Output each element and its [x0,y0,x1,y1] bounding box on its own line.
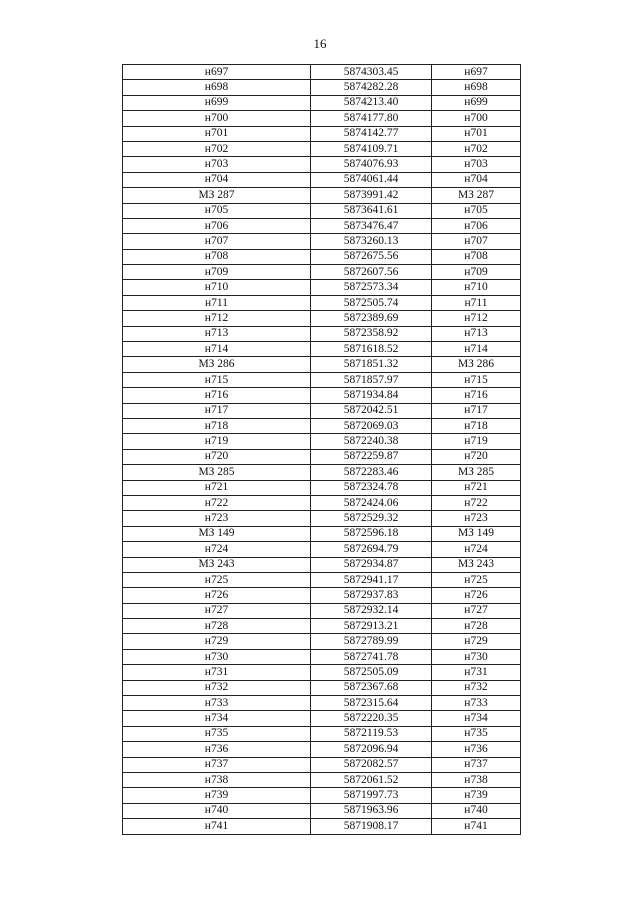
point-id-repeat-cell: н710 [432,280,521,295]
point-id-cell: н712 [123,311,311,326]
point-id-cell: н705 [123,203,311,218]
point-id-repeat-cell: н740 [432,803,521,818]
point-id-repeat-cell: н731 [432,665,521,680]
x-coordinate-cell: 5872675.56 [311,249,432,264]
x-coordinate-cell: 5874076.93 [311,157,432,172]
point-id-cell: н718 [123,418,311,433]
point-id-repeat-cell: н713 [432,326,521,341]
point-id-repeat-cell: н726 [432,588,521,603]
x-coordinate-cell: 5871851.32 [311,357,432,372]
point-id-cell: н723 [123,511,311,526]
point-id-cell: МЗ 149 [123,526,311,541]
point-id-repeat-cell: н714 [432,342,521,357]
x-coordinate-cell: 5874109.71 [311,141,432,156]
point-id-repeat-cell: н700 [432,111,521,126]
x-coordinate-cell: 5872607.56 [311,265,432,280]
point-id-cell: н727 [123,603,311,618]
point-id-repeat-cell: н720 [432,449,521,464]
table-row [123,680,521,695]
point-id-repeat-cell: н704 [432,172,521,187]
point-id-repeat-cell: МЗ 285 [432,465,521,480]
table-row [123,218,521,233]
table-row [123,342,521,357]
point-id-repeat-cell: МЗ 243 [432,557,521,572]
point-id-cell: н713 [123,326,311,341]
table-row [123,634,521,649]
point-id-cell: н709 [123,265,311,280]
x-coordinate-cell: 5871908.17 [311,819,432,834]
x-coordinate-cell: 5874282.28 [311,80,432,95]
x-coordinate-cell: 5871857.97 [311,372,432,387]
x-coordinate-cell: 5872220.35 [311,711,432,726]
point-id-repeat-cell: н699 [432,95,521,110]
x-coordinate-cell: 5872069.03 [311,418,432,433]
table-row [123,434,521,449]
point-id-repeat-cell: н702 [432,141,521,156]
table-row [123,603,521,618]
x-coordinate-cell: 5872741.78 [311,649,432,664]
x-coordinate-cell: 5874213.40 [311,95,432,110]
x-coordinate-cell: 5872934.87 [311,557,432,572]
point-id-cell: н720 [123,449,311,464]
table-row [123,203,521,218]
x-coordinate-cell: 5872240.38 [311,434,432,449]
x-coordinate-cell: 5874061.44 [311,172,432,187]
point-id-repeat-cell: н709 [432,265,521,280]
table-row [123,295,521,310]
point-id-cell: н731 [123,665,311,680]
point-id-repeat-cell: н707 [432,234,521,249]
point-id-repeat-cell: н732 [432,680,521,695]
table-row [123,126,521,141]
point-id-repeat-cell: н715 [432,372,521,387]
x-coordinate-cell: 5872694.79 [311,542,432,557]
point-id-cell: н726 [123,588,311,603]
table-row [123,403,521,418]
x-coordinate-cell: 5873260.13 [311,234,432,249]
table-row [123,542,521,557]
table-row [123,572,521,587]
point-id-repeat-cell: МЗ 149 [432,526,521,541]
point-id-repeat-cell: н716 [432,388,521,403]
point-id-cell: н719 [123,434,311,449]
point-id-repeat-cell: н735 [432,726,521,741]
point-id-repeat-cell: н717 [432,403,521,418]
x-coordinate-cell: 5872596.18 [311,526,432,541]
x-coordinate-cell: 5872937.83 [311,588,432,603]
x-coordinate-cell: 5872789.99 [311,634,432,649]
point-id-repeat-cell: н741 [432,819,521,834]
point-id-cell: МЗ 243 [123,557,311,572]
table-row [123,588,521,603]
point-id-cell: н721 [123,480,311,495]
x-coordinate-cell: 5874142.77 [311,126,432,141]
table-row [123,742,521,757]
table-row [123,357,521,372]
x-coordinate-cell: 5871963.96 [311,803,432,818]
point-id-cell: н716 [123,388,311,403]
point-id-repeat-cell: МЗ 287 [432,188,521,203]
point-id-repeat-cell: н712 [432,311,521,326]
page-number: 16 [313,36,327,51]
x-coordinate-cell: 5871997.73 [311,788,432,803]
table-row [123,141,521,156]
point-id-cell: н724 [123,542,311,557]
point-id-cell: МЗ 286 [123,357,311,372]
point-id-repeat-cell: н734 [432,711,521,726]
x-coordinate-cell: 5873476.47 [311,218,432,233]
point-id-cell: МЗ 285 [123,465,311,480]
table-row [123,95,521,110]
table-row [123,234,521,249]
point-id-repeat-cell: н722 [432,495,521,510]
x-coordinate-cell: 5872505.74 [311,295,432,310]
point-id-repeat-cell: н725 [432,572,521,587]
point-id-repeat-cell: н727 [432,603,521,618]
table-row [123,265,521,280]
x-coordinate-cell: 5873641.61 [311,203,432,218]
x-coordinate-cell: 5872259.87 [311,449,432,464]
point-id-repeat-cell: н737 [432,757,521,772]
point-id-repeat-cell: н738 [432,772,521,787]
point-id-cell: н706 [123,218,311,233]
table-row [123,65,521,80]
table-row [123,511,521,526]
x-coordinate-cell: 5872358.92 [311,326,432,341]
x-coordinate-cell: 5873991.42 [311,188,432,203]
table-row [123,465,521,480]
x-coordinate-cell: 5872505.09 [311,665,432,680]
point-id-repeat-cell: н711 [432,295,521,310]
x-coordinate-cell: 5872119.53 [311,726,432,741]
x-coordinate-cell: 5872424.06 [311,495,432,510]
point-id-cell: н717 [123,403,311,418]
table-row [123,696,521,711]
x-coordinate-cell: 5872941.17 [311,572,432,587]
x-coordinate-cell: 5872315.64 [311,696,432,711]
x-coordinate-cell: 5874177.80 [311,111,432,126]
point-id-cell: н702 [123,141,311,156]
point-id-cell: н732 [123,680,311,695]
table-row [123,526,521,541]
point-id-repeat-cell: н728 [432,619,521,634]
table-row [123,711,521,726]
point-id-repeat-cell: н705 [432,203,521,218]
x-coordinate-cell: 5872324.78 [311,480,432,495]
point-id-cell: н739 [123,788,311,803]
point-id-cell: н704 [123,172,311,187]
x-coordinate-cell: 5872283.46 [311,465,432,480]
point-id-repeat-cell: н724 [432,542,521,557]
table-row [123,619,521,634]
point-id-repeat-cell: н708 [432,249,521,264]
table-row [123,326,521,341]
x-coordinate-cell: 5872573.34 [311,280,432,295]
point-id-cell: н728 [123,619,311,634]
x-coordinate-cell: 5871618.52 [311,342,432,357]
point-id-repeat-cell: н718 [432,418,521,433]
point-id-cell: н700 [123,111,311,126]
x-coordinate-cell: 5872367.68 [311,680,432,695]
table-row [123,788,521,803]
coordinates-table-body [123,65,521,835]
point-id-repeat-cell: н736 [432,742,521,757]
table-row [123,803,521,818]
point-id-cell: н722 [123,495,311,510]
x-coordinate-cell: 5872389.69 [311,311,432,326]
table-row [123,172,521,187]
table-row [123,418,521,433]
point-id-cell: н725 [123,572,311,587]
point-id-repeat-cell: н739 [432,788,521,803]
point-id-cell: н711 [123,295,311,310]
point-id-repeat-cell: н733 [432,696,521,711]
table-row [123,111,521,126]
table-row [123,495,521,510]
point-id-repeat-cell: н698 [432,80,521,95]
table-row [123,665,521,680]
point-id-repeat-cell: н730 [432,649,521,664]
point-id-cell: МЗ 287 [123,188,311,203]
point-id-cell: н715 [123,372,311,387]
x-coordinate-cell: 5872082.57 [311,757,432,772]
point-id-cell: н701 [123,126,311,141]
table-row [123,388,521,403]
point-id-cell: н735 [123,726,311,741]
table-row [123,280,521,295]
point-id-cell: н703 [123,157,311,172]
table-row [123,372,521,387]
table-row [123,726,521,741]
point-id-repeat-cell: н719 [432,434,521,449]
x-coordinate-cell: 5871934.84 [311,388,432,403]
point-id-cell: н734 [123,711,311,726]
x-coordinate-cell: 5874303.45 [311,65,432,80]
table-row [123,480,521,495]
table-row [123,819,521,834]
table-row [123,757,521,772]
point-id-repeat-cell: н721 [432,480,521,495]
point-id-cell: н738 [123,772,311,787]
point-id-cell: н741 [123,819,311,834]
point-id-repeat-cell: МЗ 286 [432,357,521,372]
point-id-cell: н698 [123,80,311,95]
point-id-repeat-cell: н729 [432,634,521,649]
x-coordinate-cell: 5872096.94 [311,742,432,757]
table-row [123,557,521,572]
point-id-cell: н714 [123,342,311,357]
x-coordinate-cell: 5872913.21 [311,619,432,634]
table-row [123,80,521,95]
point-id-cell: н730 [123,649,311,664]
point-id-repeat-cell: н697 [432,65,521,80]
x-coordinate-cell: 5872932.14 [311,603,432,618]
point-id-cell: н707 [123,234,311,249]
coordinates-table [122,64,521,835]
point-id-repeat-cell: н706 [432,218,521,233]
table-row [123,772,521,787]
x-coordinate-cell: 5872042.51 [311,403,432,418]
x-coordinate-cell: 5872529.32 [311,511,432,526]
point-id-cell: н697 [123,65,311,80]
table-row [123,311,521,326]
point-id-cell: н699 [123,95,311,110]
point-id-cell: н737 [123,757,311,772]
point-id-repeat-cell: н703 [432,157,521,172]
point-id-repeat-cell: н701 [432,126,521,141]
table-row [123,157,521,172]
table-row [123,449,521,464]
point-id-cell: н740 [123,803,311,818]
point-id-cell: н736 [123,742,311,757]
point-id-cell: н708 [123,249,311,264]
point-id-repeat-cell: н723 [432,511,521,526]
x-coordinate-cell: 5872061.52 [311,772,432,787]
table-row [123,188,521,203]
point-id-cell: н729 [123,634,311,649]
table-row [123,649,521,664]
point-id-cell: н733 [123,696,311,711]
table-row [123,249,521,264]
point-id-cell: н710 [123,280,311,295]
